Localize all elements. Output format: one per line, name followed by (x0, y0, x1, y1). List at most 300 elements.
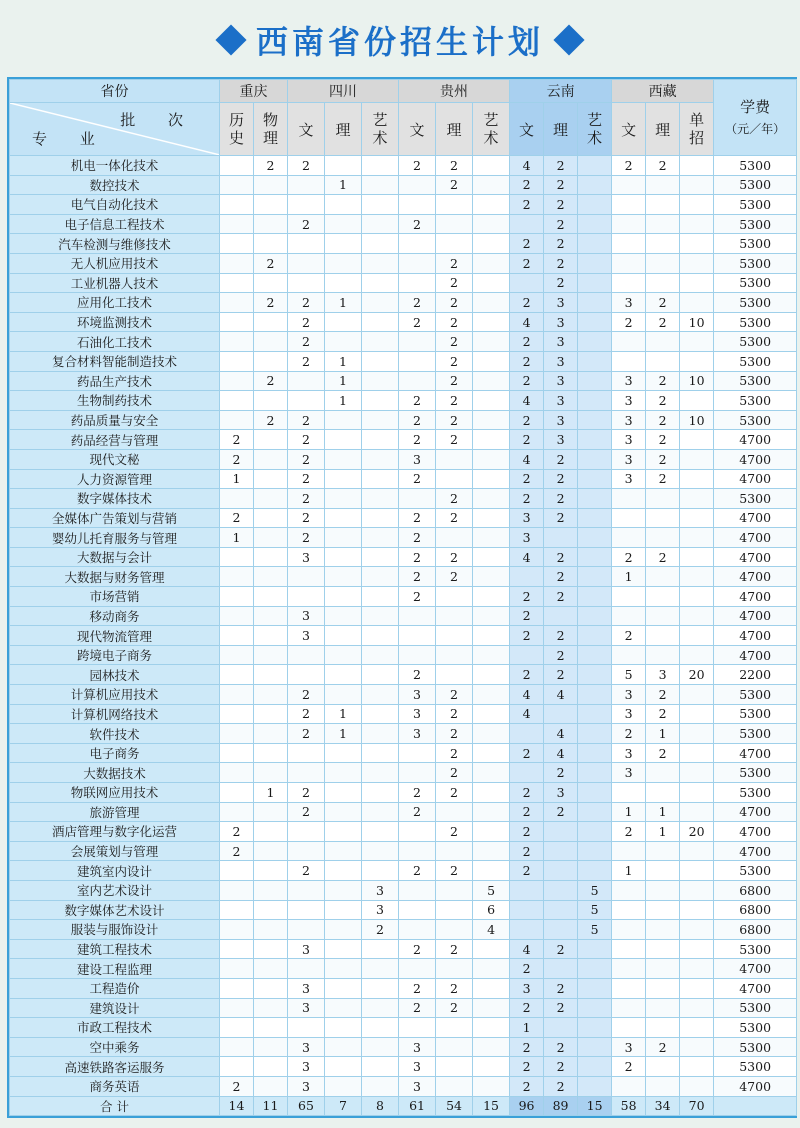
table-row (10, 880, 797, 900)
quota-cell (325, 880, 362, 900)
major-name: 建筑设计 (10, 998, 220, 1018)
quota-cell (646, 1057, 680, 1077)
quota-cell (680, 234, 714, 254)
quota-cell (254, 861, 288, 881)
quota-cell: 3 (612, 743, 646, 763)
major-name: 无人机应用技术 (10, 253, 220, 273)
quota-cell: 2 (510, 841, 544, 861)
quota-cell: 2 (544, 175, 578, 195)
quota-cell: 2 (544, 469, 578, 489)
quota-cell (612, 175, 646, 195)
quota-cell: 2 (646, 410, 680, 430)
quota-cell: 1 (510, 1018, 544, 1038)
quota-cell (473, 861, 510, 881)
quota-cell: 2 (399, 469, 436, 489)
fee-cell: 4700 (714, 430, 797, 450)
quota-cell (220, 685, 254, 705)
quota-cell: 2 (646, 371, 680, 391)
quota-cell: 1 (325, 293, 362, 313)
quota-cell (544, 880, 578, 900)
quota-cell (646, 1018, 680, 1038)
quota-cell (646, 489, 680, 509)
quota-cell (680, 959, 714, 979)
fee-cell: 5300 (714, 489, 797, 509)
quota-cell (436, 1057, 473, 1077)
quota-cell (325, 587, 362, 607)
quota-cell: 2 (544, 253, 578, 273)
quota-cell: 2 (612, 724, 646, 744)
quota-cell (325, 195, 362, 215)
quota-cell: 2 (510, 410, 544, 430)
quota-cell (680, 939, 714, 959)
quota-cell: 2 (399, 410, 436, 430)
quota-cell: 2 (399, 939, 436, 959)
quota-cell (510, 724, 544, 744)
quota-cell: 3 (399, 685, 436, 705)
quota-cell (578, 332, 612, 352)
quota-cell (325, 861, 362, 881)
quota-cell (254, 430, 288, 450)
quota-cell (680, 802, 714, 822)
quota-cell: 2 (436, 489, 473, 509)
col-yn-art: 艺 术 (578, 103, 612, 156)
page-title: 西南省份招生计划 (255, 23, 544, 61)
major-name: 电气自动化技术 (10, 195, 220, 215)
major-name: 石油化工技术 (10, 332, 220, 352)
table-row (10, 1057, 797, 1077)
quota-cell (436, 880, 473, 900)
fee-cell: 5300 (714, 724, 797, 744)
quota-cell: 4 (544, 685, 578, 705)
quota-cell: 15 (578, 1096, 612, 1116)
quota-cell (646, 528, 680, 548)
table-body (10, 156, 797, 1116)
quota-cell (254, 1076, 288, 1096)
fee-cell: 5300 (714, 861, 797, 881)
table-row (10, 822, 797, 842)
quota-cell: 3 (510, 528, 544, 548)
quota-cell: 3 (399, 1037, 436, 1057)
quota-cell: 2 (612, 312, 646, 332)
quota-cell (612, 234, 646, 254)
quota-cell: 2 (399, 665, 436, 685)
quota-cell (325, 1057, 362, 1077)
col-xz-wen: 文 (612, 103, 646, 156)
quota-cell: 2 (436, 332, 473, 352)
quota-cell (680, 293, 714, 313)
quota-cell: 5 (578, 880, 612, 900)
quota-cell (220, 861, 254, 881)
quota-cell (399, 743, 436, 763)
quota-cell (436, 234, 473, 254)
fee-cell: 4700 (714, 626, 797, 646)
province-yunnan: 云南 (510, 80, 612, 103)
table-row (10, 156, 797, 176)
quota-cell (254, 489, 288, 509)
quota-cell: 8 (362, 1096, 399, 1116)
major-name: 计算机应用技术 (10, 685, 220, 705)
quota-cell (578, 410, 612, 430)
quota-cell: 3 (288, 978, 325, 998)
quota-cell (220, 1057, 254, 1077)
quota-cell: 2 (510, 959, 544, 979)
quota-cell (254, 900, 288, 920)
quota-cell (473, 626, 510, 646)
quota-cell: 3 (288, 998, 325, 1018)
quota-cell: 2 (288, 214, 325, 234)
quota-cell: 2 (544, 195, 578, 215)
diamond-icon (553, 24, 584, 55)
quota-cell (399, 959, 436, 979)
quota-cell (473, 489, 510, 509)
table-row (10, 783, 797, 803)
quota-cell (473, 312, 510, 332)
quota-cell (436, 841, 473, 861)
quota-cell: 2 (544, 1076, 578, 1096)
table-row (10, 645, 797, 665)
quota-cell (646, 351, 680, 371)
quota-cell: 4 (544, 743, 578, 763)
quota-cell (362, 273, 399, 293)
quota-cell (436, 1076, 473, 1096)
quota-cell (680, 1037, 714, 1057)
quota-cell: 89 (544, 1096, 578, 1116)
quota-cell: 2 (436, 430, 473, 450)
quota-cell: 2 (254, 293, 288, 313)
quota-cell (578, 449, 612, 469)
quota-cell: 3 (288, 606, 325, 626)
major-name: 旅游管理 (10, 802, 220, 822)
quota-cell (436, 195, 473, 215)
quota-cell (288, 822, 325, 842)
quota-cell: 2 (544, 273, 578, 293)
quota-cell (399, 253, 436, 273)
quota-cell: 2 (288, 802, 325, 822)
quota-cell (578, 430, 612, 450)
quota-cell: 2 (544, 645, 578, 665)
quota-cell: 2 (399, 567, 436, 587)
fee-cell: 5300 (714, 214, 797, 234)
quota-cell: 2 (254, 156, 288, 176)
table-row (10, 704, 797, 724)
quota-cell (473, 430, 510, 450)
quota-cell (220, 645, 254, 665)
quota-cell: 2 (646, 156, 680, 176)
quota-cell: 2 (399, 861, 436, 881)
quota-cell (325, 665, 362, 685)
quota-cell (220, 920, 254, 940)
quota-cell: 2 (510, 430, 544, 450)
quota-cell (254, 959, 288, 979)
quota-cell: 11 (254, 1096, 288, 1116)
fee-cell: 5300 (714, 156, 797, 176)
quota-cell (254, 645, 288, 665)
quota-cell (680, 861, 714, 881)
quota-cell (680, 156, 714, 176)
quota-cell (646, 783, 680, 803)
col-yn-li: 理 (544, 103, 578, 156)
quota-cell: 96 (510, 1096, 544, 1116)
quota-cell (399, 273, 436, 293)
quota-cell: 10 (680, 410, 714, 430)
quota-cell: 2 (646, 449, 680, 469)
table-row (10, 959, 797, 979)
quota-cell (473, 841, 510, 861)
quota-cell (578, 469, 612, 489)
quota-cell (254, 626, 288, 646)
quota-cell (325, 469, 362, 489)
quota-cell: 2 (436, 861, 473, 881)
fee-cell: 4700 (714, 567, 797, 587)
quota-cell (362, 822, 399, 842)
quota-cell (646, 606, 680, 626)
quota-cell (254, 273, 288, 293)
major-name: 全媒体广告策划与营销 (10, 508, 220, 528)
quota-cell (680, 547, 714, 567)
quota-cell (399, 606, 436, 626)
quota-cell (612, 214, 646, 234)
quota-cell (612, 195, 646, 215)
quota-cell (473, 685, 510, 705)
quota-cell (578, 1076, 612, 1096)
quota-cell (288, 273, 325, 293)
quota-cell: 2 (436, 391, 473, 411)
quota-cell (254, 449, 288, 469)
quota-cell (473, 1037, 510, 1057)
quota-cell (473, 567, 510, 587)
fee-cell: 5300 (714, 332, 797, 352)
quota-cell (473, 332, 510, 352)
table-row (10, 998, 797, 1018)
quota-cell (680, 1057, 714, 1077)
quota-cell: 2 (510, 253, 544, 273)
quota-cell: 2 (510, 1037, 544, 1057)
fee-cell: 2200 (714, 665, 797, 685)
quota-cell (578, 351, 612, 371)
quota-cell (646, 234, 680, 254)
quota-cell (288, 959, 325, 979)
quota-cell (436, 900, 473, 920)
fee-cell: 5300 (714, 273, 797, 293)
quota-cell: 3 (612, 391, 646, 411)
quota-cell (473, 195, 510, 215)
table-row (10, 939, 797, 959)
col-cq-physics: 物 理 (254, 103, 288, 156)
quota-cell (578, 1057, 612, 1077)
quota-cell (680, 489, 714, 509)
quota-cell (578, 253, 612, 273)
quota-cell (254, 606, 288, 626)
quota-cell (646, 567, 680, 587)
quota-cell: 2 (288, 156, 325, 176)
col-yn-wen: 文 (510, 103, 544, 156)
quota-cell: 2 (612, 626, 646, 646)
quota-cell (288, 587, 325, 607)
quota-cell (254, 920, 288, 940)
quota-cell (473, 508, 510, 528)
quota-cell: 3 (288, 1076, 325, 1096)
quota-cell (325, 508, 362, 528)
quota-cell (362, 508, 399, 528)
fee-cell: 5300 (714, 371, 797, 391)
quota-cell: 2 (436, 763, 473, 783)
quota-cell (362, 175, 399, 195)
quota-cell (578, 704, 612, 724)
quota-cell: 2 (510, 371, 544, 391)
quota-cell: 2 (544, 489, 578, 509)
quota-cell: 4 (544, 724, 578, 744)
quota-cell: 3 (612, 293, 646, 313)
fee-cell: 5300 (714, 939, 797, 959)
major-name: 机电一体化技术 (10, 156, 220, 176)
quota-cell (578, 606, 612, 626)
quota-cell (473, 724, 510, 744)
quota-cell: 5 (578, 920, 612, 940)
table-row (10, 567, 797, 587)
quota-cell (254, 880, 288, 900)
quota-cell (325, 998, 362, 1018)
quota-cell (680, 1018, 714, 1038)
table-row (10, 626, 797, 646)
quota-cell (254, 1037, 288, 1057)
quota-cell: 1 (646, 802, 680, 822)
quota-cell (473, 273, 510, 293)
quota-cell (325, 528, 362, 548)
quota-cell (612, 1076, 646, 1096)
quota-cell (254, 175, 288, 195)
quota-cell (436, 469, 473, 489)
quota-cell (510, 567, 544, 587)
quota-cell (288, 841, 325, 861)
major-name: 商务英语 (10, 1076, 220, 1096)
quota-cell: 2 (544, 587, 578, 607)
quota-cell: 2 (399, 312, 436, 332)
quota-cell: 5 (578, 900, 612, 920)
quota-cell (578, 841, 612, 861)
quota-cell (254, 587, 288, 607)
quota-cell: 2 (362, 920, 399, 940)
quota-cell: 3 (612, 410, 646, 430)
quota-cell: 1 (325, 371, 362, 391)
quota-cell (399, 920, 436, 940)
quota-cell (362, 1018, 399, 1038)
quota-cell: 2 (288, 469, 325, 489)
quota-cell (254, 351, 288, 371)
quota-cell (473, 665, 510, 685)
quota-cell: 2 (436, 293, 473, 313)
quota-cell (325, 900, 362, 920)
table-row (10, 253, 797, 273)
quota-cell (220, 391, 254, 411)
quota-cell (362, 312, 399, 332)
fee-cell: 4700 (714, 449, 797, 469)
quota-cell (220, 665, 254, 685)
table-row (10, 332, 797, 352)
quota-cell: 2 (220, 822, 254, 842)
quota-cell (399, 351, 436, 371)
quota-cell: 5 (473, 880, 510, 900)
quota-cell: 2 (288, 508, 325, 528)
quota-cell (288, 763, 325, 783)
quota-cell (646, 861, 680, 881)
major-name: 药品生产技术 (10, 371, 220, 391)
quota-cell (436, 587, 473, 607)
quota-cell: 58 (612, 1096, 646, 1116)
fee-cell: 5300 (714, 763, 797, 783)
quota-cell (362, 567, 399, 587)
quota-cell (220, 626, 254, 646)
quota-cell: 4 (510, 704, 544, 724)
quota-cell (510, 214, 544, 234)
quota-cell: 2 (288, 861, 325, 881)
major-name: 药品质量与安全 (10, 410, 220, 430)
quota-cell (254, 312, 288, 332)
fee-cell: 4700 (714, 547, 797, 567)
quota-cell: 2 (436, 312, 473, 332)
quota-cell (544, 606, 578, 626)
quota-cell: 3 (612, 763, 646, 783)
quota-cell (254, 822, 288, 842)
quota-cell: 2 (254, 410, 288, 430)
quota-cell: 2 (399, 293, 436, 313)
quota-cell (646, 939, 680, 959)
quota-cell (325, 253, 362, 273)
major-name: 服装与服饰设计 (10, 920, 220, 940)
quota-cell: 2 (254, 371, 288, 391)
table-row (10, 861, 797, 881)
quota-cell (325, 763, 362, 783)
quota-cell (399, 763, 436, 783)
quota-cell (362, 1076, 399, 1096)
quota-cell (612, 332, 646, 352)
fee-cell: 4700 (714, 469, 797, 489)
quota-cell: 2 (220, 508, 254, 528)
total-row (10, 1096, 797, 1116)
quota-cell: 1 (612, 861, 646, 881)
quota-cell (325, 489, 362, 509)
quota-cell (436, 449, 473, 469)
quota-cell: 2 (612, 1057, 646, 1077)
col-gz-li: 理 (436, 103, 473, 156)
quota-cell (544, 1018, 578, 1038)
major-name: 数字媒体技术 (10, 489, 220, 509)
quota-cell: 3 (510, 978, 544, 998)
quota-cell (473, 351, 510, 371)
table-row (10, 606, 797, 626)
quota-cell: 4 (510, 312, 544, 332)
major-name: 电子信息工程技术 (10, 214, 220, 234)
quota-cell: 14 (220, 1096, 254, 1116)
quota-cell: 2 (646, 1037, 680, 1057)
quota-cell (578, 587, 612, 607)
quota-cell: 3 (399, 1076, 436, 1096)
major-name: 园林技术 (10, 665, 220, 685)
quota-cell: 1 (220, 469, 254, 489)
col-sc-art: 艺 术 (362, 103, 399, 156)
quota-cell (325, 312, 362, 332)
quota-cell (612, 587, 646, 607)
quota-cell (473, 783, 510, 803)
quota-cell (325, 449, 362, 469)
quota-cell: 2 (510, 822, 544, 842)
col-gz-wen: 文 (399, 103, 436, 156)
fee-cell: 4700 (714, 508, 797, 528)
quota-cell: 2 (436, 704, 473, 724)
fee-cell: 4700 (714, 841, 797, 861)
quota-cell (473, 802, 510, 822)
quota-cell (473, 959, 510, 979)
quota-cell (612, 959, 646, 979)
